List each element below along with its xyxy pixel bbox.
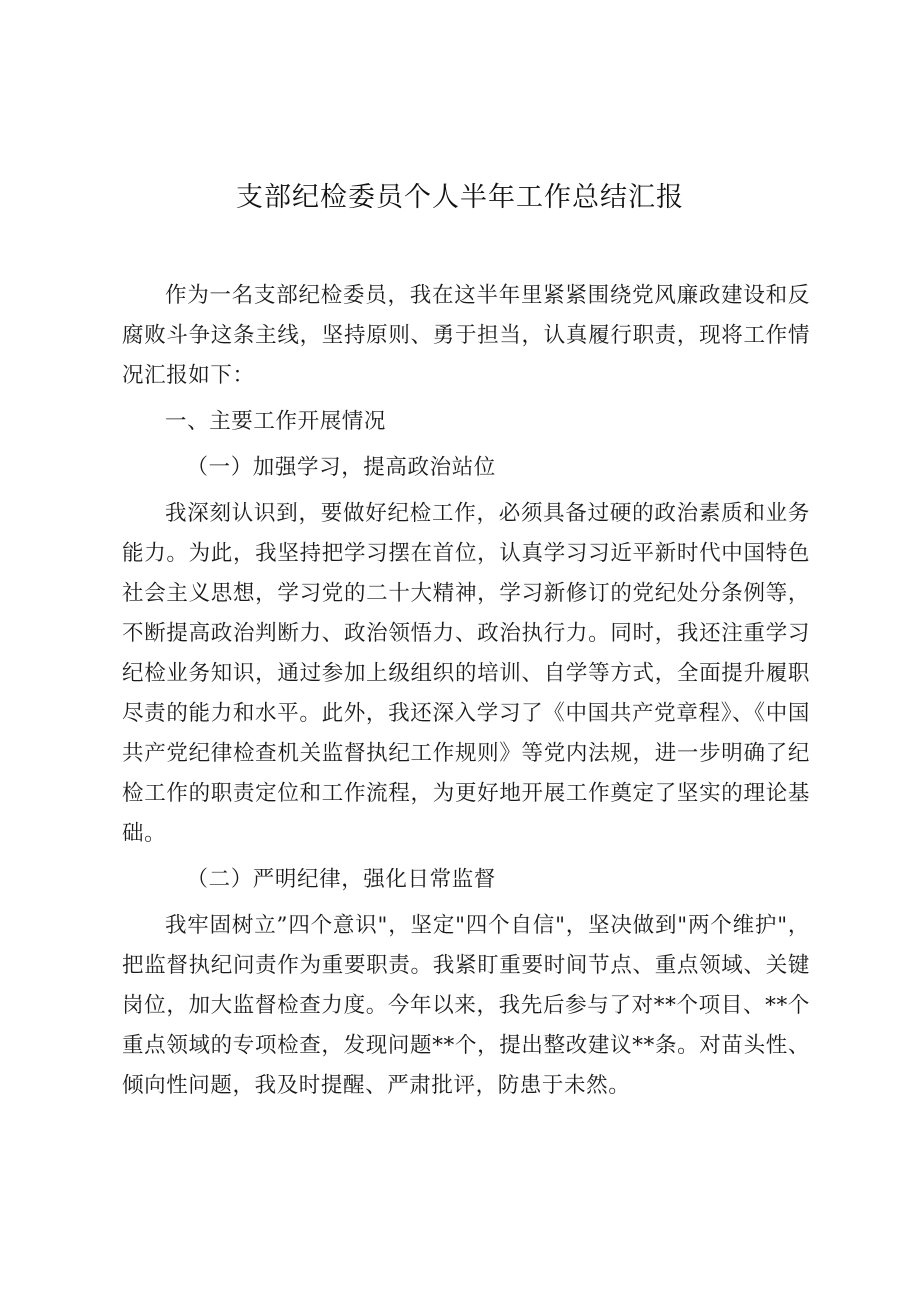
document-title: 支部纪检委员个人半年工作总结汇报 [236, 182, 684, 213]
discipline-paragraph: 我牢固树立”四个意识"，坚定"四个自信"，坚决做到"两个维护"，把监督执纪问责作为重要职责。我紧盯重要时间节点、重点领域、关键岗位，加大监督检查力度。今年以来，我先后参与了对**个项目、**个重点领域的专项检查，发现问题**个，提出整改建议**条。对苗头性、倾向性问题，我及时提醒、严肃批评，防患于未然。 [122, 913, 810, 1098]
subsection-heading-discipline: （二）严明纪律，强化日常监督 [186, 867, 496, 892]
document-body [122, 276, 810, 1112]
study-paragraph: 我深刻认识到，要做好纪检工作，必须具备过硬的政治素质和业务能力。为此，我坚持把学习摆在首位，认真学习习近平新时代中国特色社会主义思想，学习党的二十大精神，学习新修订的党纪处分条例等，不断提高政治判断力、政治领悟力、政治执行力。同时，我还注重学习纪检业务知识，通过参加上级组织的培训、自学等方式，全面提升履职尽责的能力和水平。此外，我还深入学习了《中国共产党章程》、《中国共产党纪律检查机关监督执纪工作规则》等党内法规，进一步明确了纪检工作的职责定位和工作流程，为更好地开展工作奠定了坚实的理论基础。 [122, 501, 810, 846]
intro-paragraph: 作为一名支部纪检委员，我在这半年里紧紧围绕党风廉政建设和反腐败斗争这条主线，坚持原则、勇于担当，认真履行职责，现将工作情况汇报如下： [122, 283, 810, 388]
section-heading-main-work: 一、主要工作开展情况 [165, 409, 387, 434]
subsection-heading-study: （一）加强学习，提高政治站位 [186, 455, 496, 480]
